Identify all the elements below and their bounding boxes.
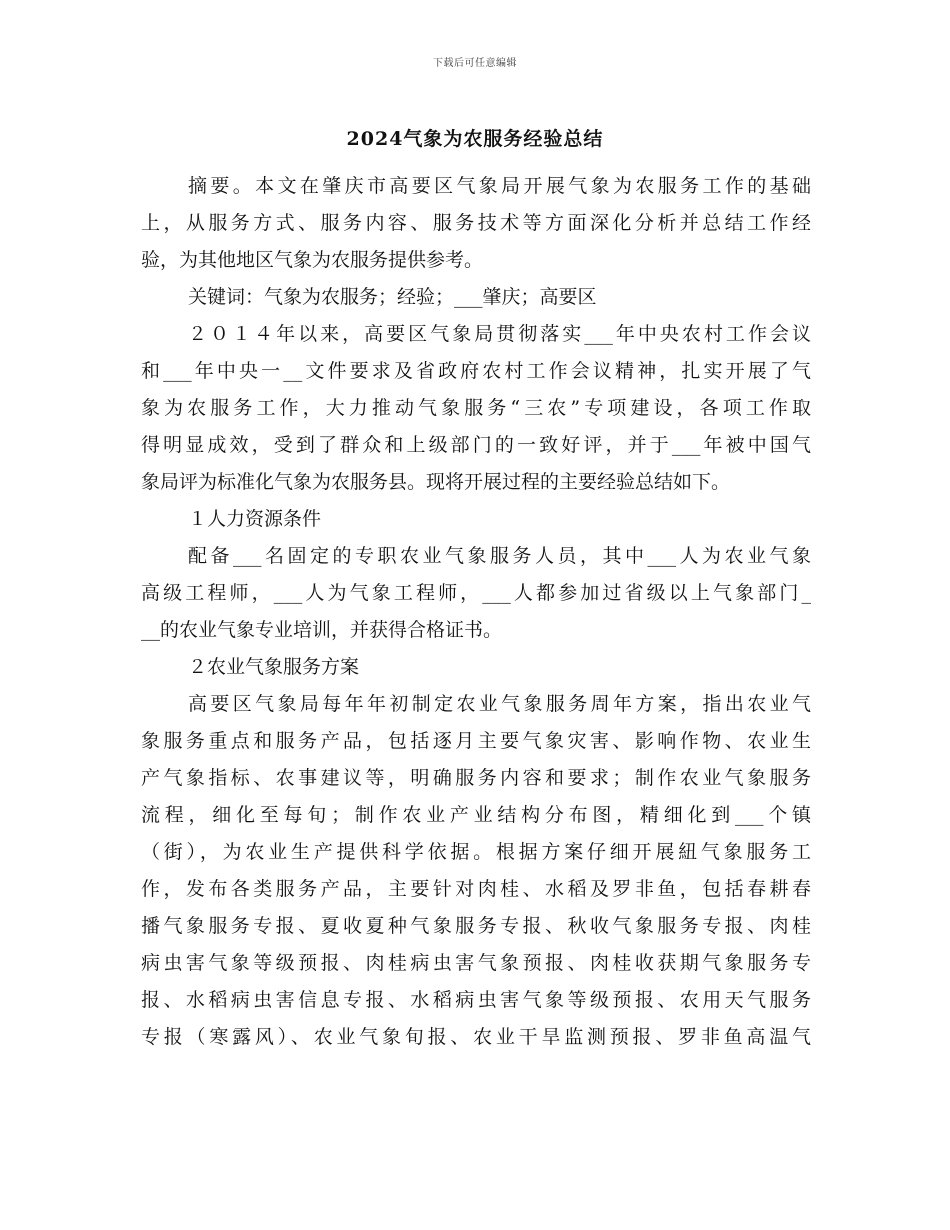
section-heading: ２农业气象服务方案 — [188, 656, 360, 678]
document-body — [141, 168, 811, 1056]
header-note: 下载后可任意编辑 — [433, 58, 517, 69]
paragraph-line: 和___年中央一__文件要求及省政府农村工作会议精神，扎实开展了气 — [141, 360, 811, 382]
paragraph-line: 流程，细化至每旬；制作农业产业结构分布图，精细化到___个镇 — [141, 804, 811, 826]
paragraph-line: 高级工程师，___人为气象工程师，___人都参加过省级以上气象部门_ — [141, 582, 811, 604]
paragraph-line: （街），为农业生产提供科学依据。根据方案仔细开展紐气象服务工 — [141, 841, 811, 863]
paragraph-line: 象为农服务工作，大力推动气象服务“三农”专项建设，各项工作取 — [141, 397, 811, 419]
paragraph-line: 象局评为标准化气象为农服务县。现将开展过程的主要经验总结如下。 — [141, 471, 731, 493]
paragraph-line: 得明显成效，受到了群众和上级部门的一致好评，并于___年被中国气 — [141, 434, 811, 456]
paragraph-line: 产气象指标、农事建议等，明确服务内容和要求；制作农业气象服务 — [141, 767, 811, 789]
paragraph-line: 专报（寒露风）、农业气象旬报、农业干旱监测预报、罗非鱼高温气 — [141, 1026, 811, 1048]
paragraph-line: 高要区气象局每年年初制定农业气象服务周年方案，指出农业气 — [188, 693, 811, 715]
abstract-line: 验，为其他地区气象为农服务提供参考。 — [141, 249, 484, 271]
abstract-line: 上，从服务方式、服务内容、服务技术等方面深化分析并总结工作经 — [141, 212, 811, 234]
section-heading: １人力资源条件 — [188, 508, 322, 530]
paragraph-line: 象服务重点和服务产品，包括逐月主要气象灾害、影响作物、农业生 — [141, 730, 811, 752]
paragraph-line: 作，发布各类服务产品，主要针对肉桂、水稻及罗非鱼，包括春耕春 — [141, 878, 811, 900]
paragraph-line: __的农业气象专业培训，并获得合格证书。 — [141, 619, 503, 641]
paragraph-line: 病虫害气象等级预报、肉桂病虫害气象预报、肉桂收获期气象服务专 — [141, 952, 811, 974]
document-title: 2024气象为农服务经验总结 — [346, 128, 604, 150]
abstract-line: 摘要。本文在肇庆市高要区气象局开展气象为农服务工作的基础 — [188, 175, 811, 197]
paragraph-line: 配备___名固定的专职农业气象服务人员，其中___人为农业气象 — [188, 545, 811, 567]
keywords-line: 关键词：气象为农服务；经验；___肇庆；高要区 — [188, 286, 597, 308]
paragraph-line: 报、水稻病虫害信息专报、水稻病虫害气象等级预报、农用天气服务 — [141, 989, 811, 1011]
paragraph-line: 播气象服务专报、夏收夏种气象服务专报、秋收气象服务专报、肉桂 — [141, 915, 811, 937]
paragraph-line: ２０１４年以来，高要区气象局贯彻落实___年中央农村工作会议 — [188, 323, 811, 345]
